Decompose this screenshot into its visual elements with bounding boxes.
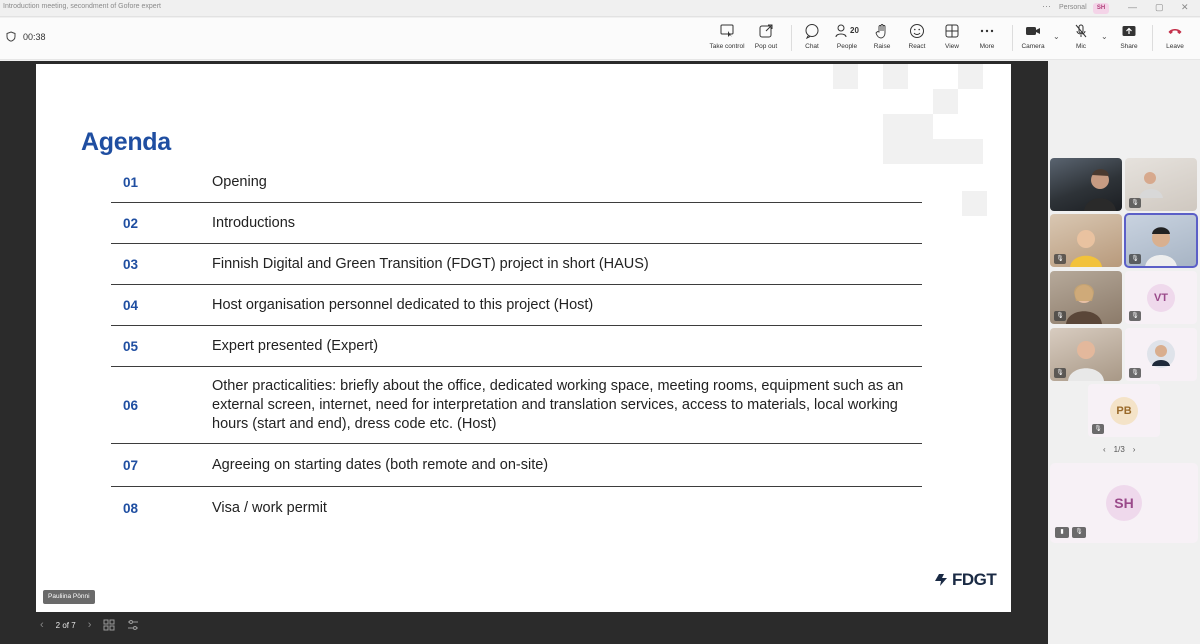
camera-icon — [1025, 23, 1041, 39]
agenda-item — [111, 244, 922, 285]
agenda-number: 02 — [123, 215, 139, 231]
chat-button[interactable] — [792, 23, 832, 50]
presenter-name-chip: Pauliina Pönni — [43, 590, 95, 604]
agenda-text: Opening — [212, 173, 267, 190]
participant-muted-icon: 🎙 — [1092, 424, 1104, 434]
slide-grid-icon[interactable] — [103, 619, 115, 631]
decorative-square — [958, 64, 983, 89]
participant-video — [1050, 158, 1122, 211]
mic-muted-icon — [1073, 23, 1089, 39]
slide-pager — [40, 619, 139, 631]
people-button[interactable] — [827, 23, 867, 50]
slide-title: Agenda — [81, 128, 171, 156]
shield-icon — [6, 31, 16, 42]
signal-icon: ▮ — [1055, 527, 1069, 538]
participant-tile[interactable] — [1125, 271, 1197, 324]
self-view-tile[interactable] — [1050, 463, 1198, 543]
take-control-label: Take control — [709, 43, 745, 50]
participant-video-tile[interactable] — [1050, 214, 1122, 267]
leave-label: Leave — [1166, 43, 1184, 50]
participant-video-tile[interactable] — [1050, 328, 1122, 381]
agenda-number: 01 — [123, 174, 139, 190]
maximize-icon[interactable]: ▢ — [1155, 2, 1164, 12]
participant-video-tile[interactable] — [1050, 158, 1122, 211]
participants-panel — [1048, 61, 1200, 644]
raise-label: Raise — [873, 43, 891, 50]
hang-up-icon — [1167, 23, 1183, 39]
agenda-number: 07 — [123, 457, 139, 473]
participant-muted-icon: 🎙 — [1129, 311, 1141, 321]
more-label: More — [979, 43, 995, 50]
mic-button[interactable] — [1061, 23, 1101, 50]
mic-options-chevron-icon[interactable]: ⌄ — [1101, 32, 1108, 41]
pop-out-icon — [758, 23, 774, 39]
agenda-item — [111, 162, 922, 203]
agenda-text: Agreeing on starting dates (both remote and on-site) — [212, 456, 549, 473]
mic-label: Mic — [1075, 43, 1087, 50]
view-button[interactable] — [932, 23, 972, 50]
agenda-text: Other practicalities: briefly about the office, dedicated working space, meeting rooms, equipment such as an external screen, internet, need for interpretation and translation services, access to materials, local working hours (start and end), dress code etc. (Host) — [212, 377, 904, 432]
participant-avatar-tile[interactable] — [1125, 328, 1197, 381]
take-control-button[interactable] — [707, 23, 747, 50]
agenda-text: Introductions — [212, 214, 296, 231]
agenda-item — [111, 487, 922, 530]
decorative-square — [933, 139, 983, 164]
agenda-item — [111, 444, 922, 487]
grid-view-icon — [944, 23, 960, 39]
decorative-square — [833, 64, 858, 89]
react-label: React — [908, 43, 926, 50]
take-control-icon — [719, 23, 735, 39]
next-slide-icon[interactable]: › — [87, 619, 92, 631]
more-button[interactable] — [967, 23, 1007, 50]
leave-button[interactable] — [1155, 23, 1195, 50]
window-titlebar — [0, 0, 1200, 17]
share-button[interactable] — [1109, 23, 1149, 50]
toolbar-divider — [1152, 25, 1153, 51]
participant-muted-icon: 🎙 — [1054, 311, 1066, 321]
participant-initials: PB — [1110, 397, 1138, 425]
participant-initials: VT — [1147, 284, 1175, 312]
agenda-text: Finnish Digital and Green Transition (FDGT) project in short (HAUS) — [212, 255, 649, 272]
participants-pager — [1103, 445, 1135, 454]
agenda-number: 04 — [123, 297, 139, 313]
participant-muted-icon: 🎙 — [1129, 198, 1141, 208]
people-count: 20 — [850, 26, 859, 35]
profile-label[interactable]: Personal — [1059, 4, 1087, 11]
agenda-text: Expert presented (Expert) — [212, 337, 379, 354]
slide-page-indicator: 2 of 7 — [55, 620, 76, 630]
chat-label: Chat — [805, 43, 819, 50]
participant-muted-icon: 🎙 — [1129, 368, 1141, 378]
smiley-icon — [909, 23, 925, 39]
participant-muted-icon: 🎙 — [1129, 254, 1141, 264]
fdgt-logo-text: FDGT — [952, 570, 997, 589]
self-initials: SH — [1106, 485, 1142, 521]
agenda-item — [111, 326, 922, 367]
participant-video-tile[interactable] — [1125, 158, 1197, 211]
meeting-toolbar — [0, 18, 1200, 60]
hand-icon — [874, 23, 890, 39]
previous-page-icon[interactable]: ‹ — [1103, 445, 1106, 454]
participant-muted-icon: 🎙 — [1054, 368, 1066, 378]
view-label: View — [945, 43, 959, 50]
pop-out-label: Pop out — [754, 43, 778, 50]
agenda-item — [111, 285, 922, 326]
agenda-number: 06 — [123, 397, 139, 413]
decorative-square — [883, 64, 908, 89]
participant-muted-icon: 🎙 — [1054, 254, 1066, 264]
camera-label: Camera — [1021, 43, 1045, 50]
fdgt-logo — [933, 570, 996, 590]
people-label: People — [836, 43, 858, 50]
people-icon — [835, 23, 851, 39]
agenda-list — [111, 162, 922, 530]
agenda-text: Visa / work permit — [212, 500, 327, 516]
participants-page-indicator: 1/3 — [1113, 445, 1125, 454]
agenda-item — [111, 367, 922, 444]
decorative-square — [883, 114, 933, 164]
participant-tile[interactable] — [1088, 384, 1160, 437]
shared-content-stage — [0, 61, 1048, 644]
self-status-icons — [1055, 527, 1086, 538]
agenda-number: 03 — [123, 256, 139, 272]
agenda-item — [111, 203, 922, 244]
presentation-slide — [36, 64, 1011, 612]
previous-slide-icon[interactable]: ‹ — [40, 619, 44, 631]
camera-button[interactable] — [1013, 23, 1053, 50]
camera-options-chevron-icon[interactable]: ⌄ — [1053, 32, 1060, 41]
window-title: Introduction meeting, secondment of Gofore expert — [3, 3, 161, 10]
participant-video-tile[interactable] — [1050, 271, 1122, 324]
share-icon — [1121, 23, 1137, 39]
react-button[interactable] — [897, 23, 937, 50]
close-icon[interactable]: ✕ — [1181, 2, 1189, 12]
profile-avatar[interactable]: SH — [1093, 3, 1109, 14]
fdgt-logo-mark-icon — [933, 573, 949, 587]
chat-icon — [804, 23, 820, 39]
decorative-square — [962, 191, 987, 216]
timer-text: 00:38 — [23, 31, 46, 42]
meeting-timer — [6, 31, 46, 42]
share-label: Share — [1120, 43, 1138, 50]
more-icon — [979, 23, 995, 39]
agenda-number: 05 — [123, 338, 139, 354]
minimize-icon[interactable]: — — [1128, 2, 1137, 12]
raise-hand-button[interactable] — [862, 23, 902, 50]
self-muted-icon: 🎙 — [1072, 527, 1086, 538]
participant-video-tile-active[interactable] — [1125, 214, 1197, 267]
pop-out-button[interactable] — [746, 23, 786, 50]
next-page-icon[interactable]: › — [1132, 445, 1136, 454]
decorative-square — [933, 89, 958, 114]
slide-settings-icon[interactable] — [127, 619, 139, 631]
agenda-text: Host organisation personnel dedicated to this project (Host) — [212, 296, 594, 313]
agenda-number: 08 — [123, 501, 139, 516]
more-options-icon[interactable]: ··· — [1042, 1, 1051, 11]
